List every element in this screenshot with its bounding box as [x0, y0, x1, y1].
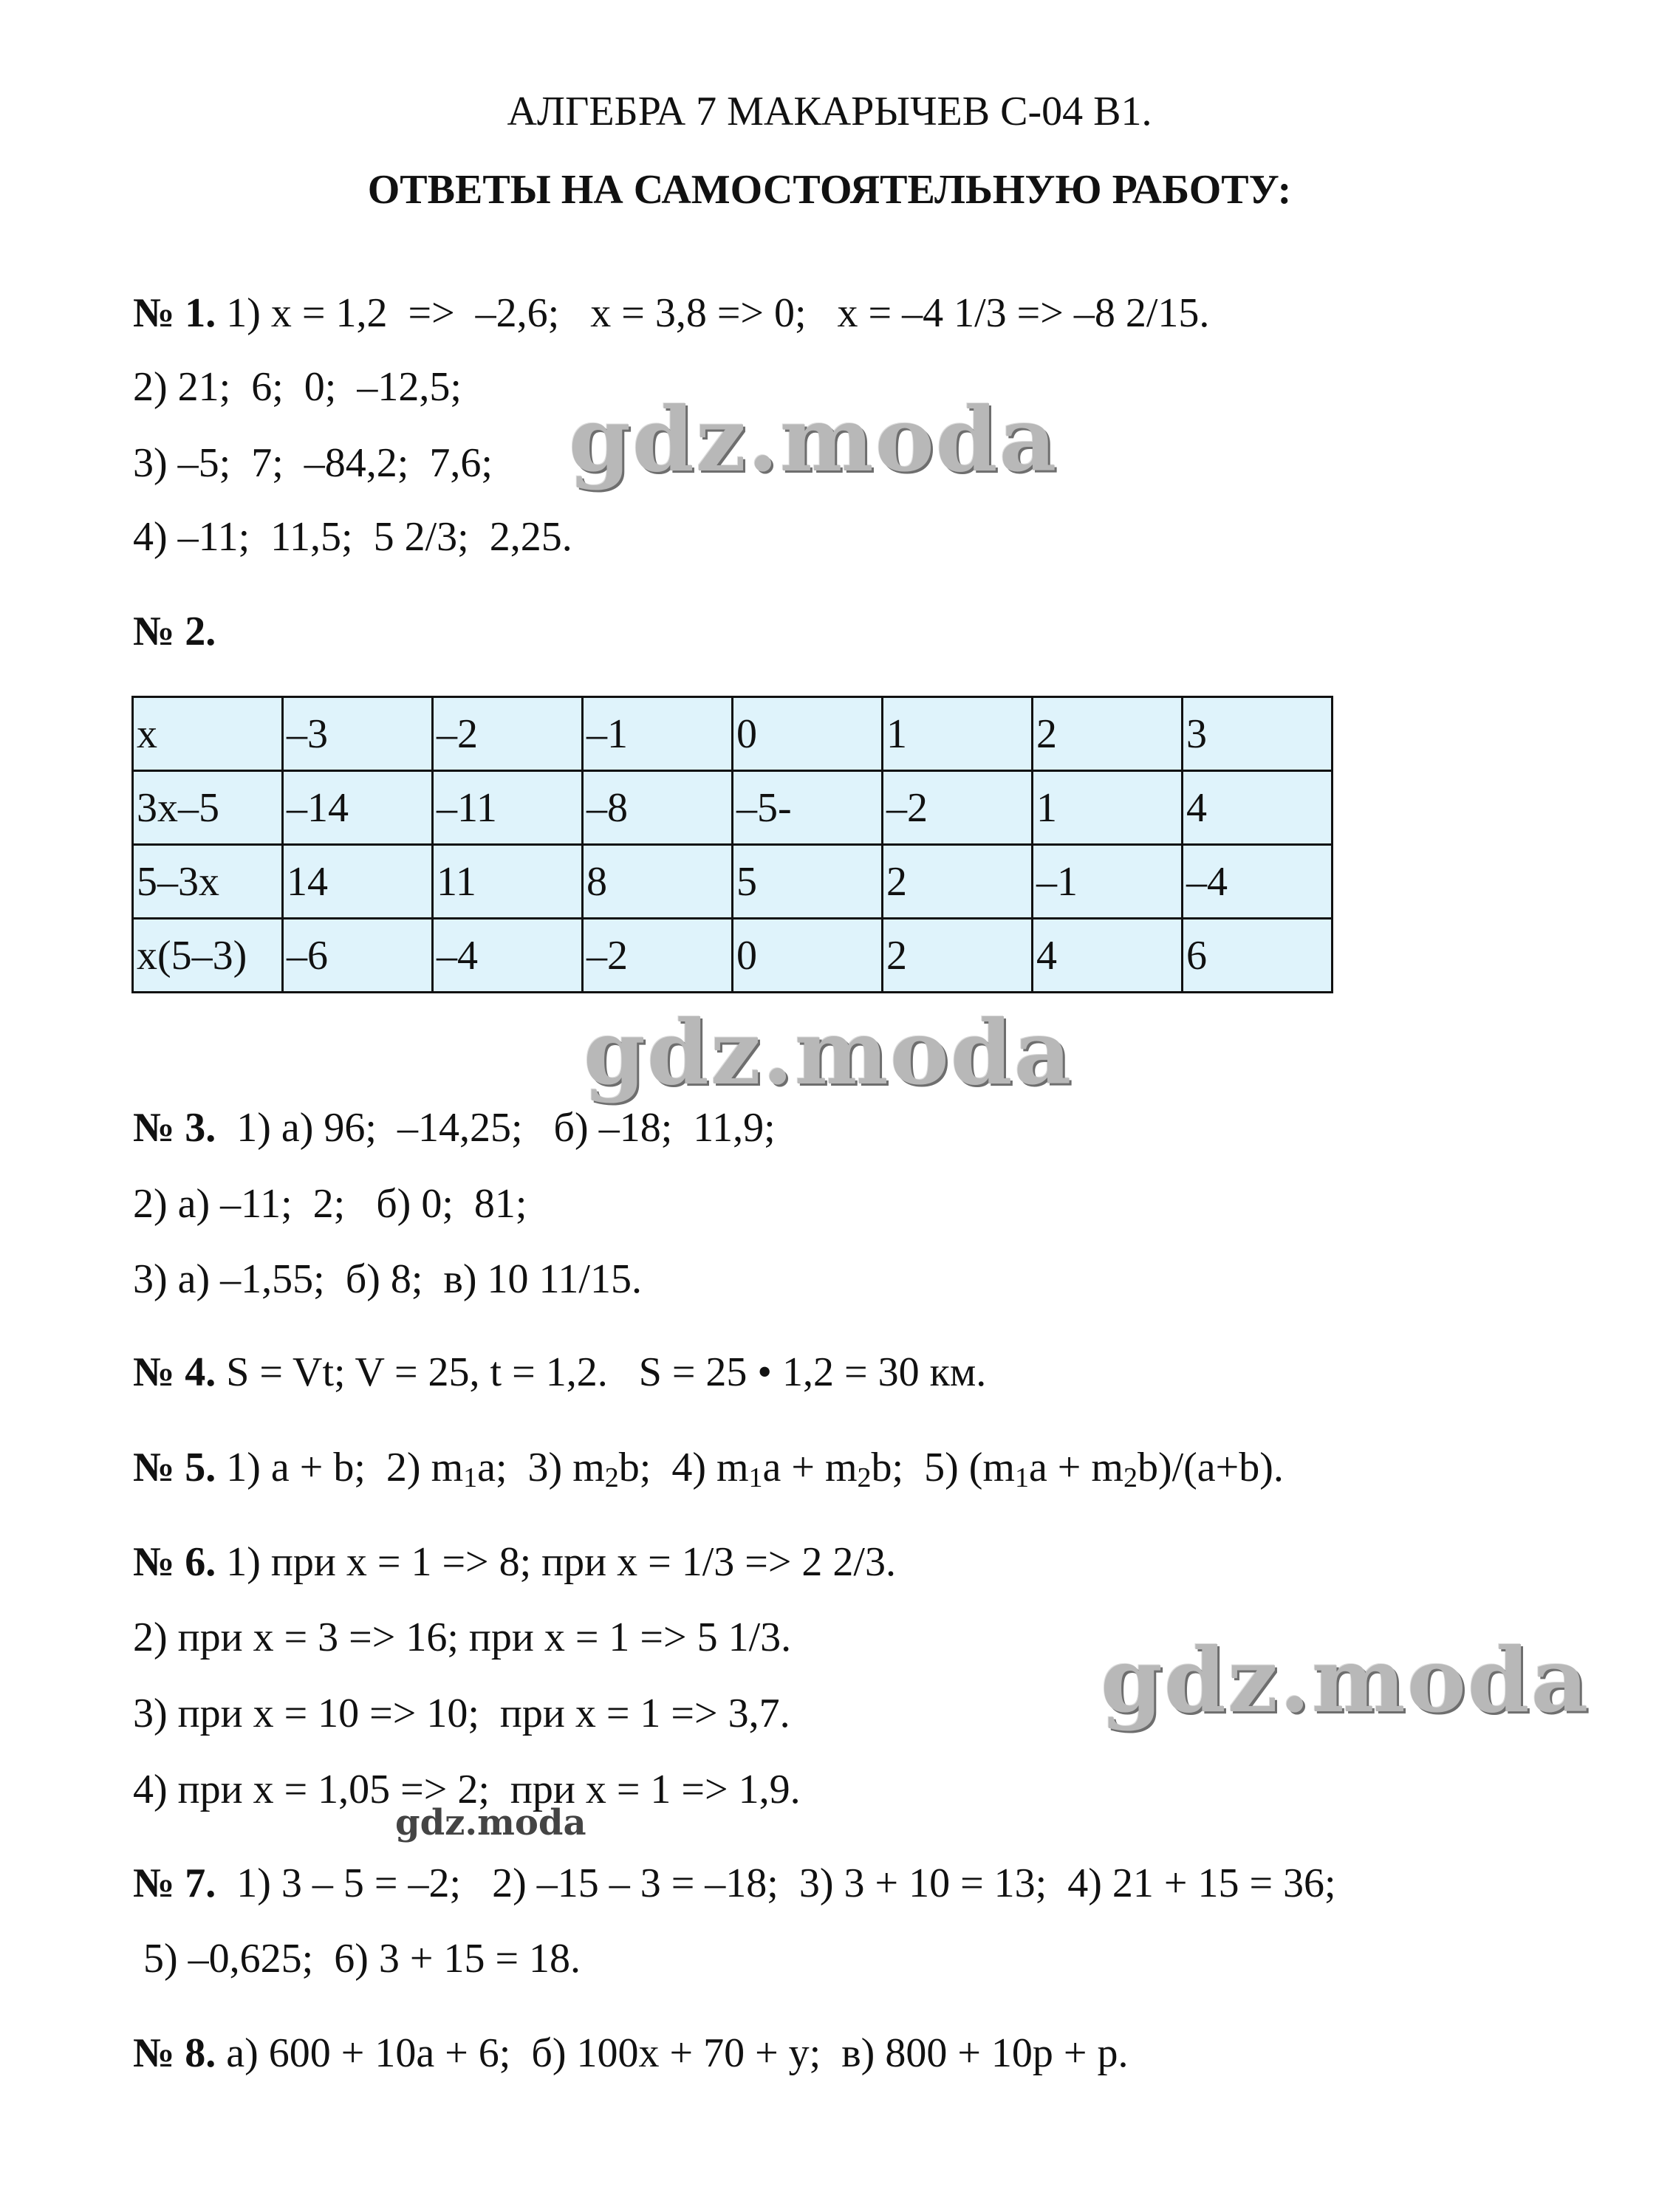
task6-line2: 2) при x = 3 => 16; при x = 1 => 5 1/3.	[133, 1615, 792, 1660]
task5-part: b; 4) m	[618, 1445, 749, 1490]
task4-number: № 4.	[133, 1349, 216, 1395]
document-subtitle: ОТВЕТЫ НА САМОСТОЯТЕЛЬНУЮ РАБОТУ:	[367, 167, 1292, 213]
table-cell: –11	[433, 771, 583, 845]
task7-line2: 5) –0,625; 6) 3 + 15 = 18.	[133, 1936, 581, 1982]
table-cell: 4	[1033, 919, 1183, 993]
task1-line4: 4) –11; 11,5; 5 2/3; 2,25.	[133, 514, 572, 560]
task3-line2: 2) а) –11; 2; б) 0; 81;	[133, 1181, 527, 1227]
task6-line3: 3) при x = 10 => 10; при x = 1 => 3,7.	[133, 1691, 790, 1736]
table-row	[133, 845, 1333, 919]
table-cell: 3x–5	[133, 771, 283, 845]
watermark: gdz.moda	[569, 388, 1058, 492]
table-cell: 2	[883, 845, 1033, 919]
table-cell: 8	[583, 845, 733, 919]
table-cell: –2	[433, 697, 583, 771]
table-cell: 11	[433, 845, 583, 919]
table-cell: x	[133, 697, 283, 771]
table-row	[133, 919, 1333, 993]
task5-part: b)/(a+b).	[1137, 1445, 1284, 1490]
task7-line1	[133, 1857, 1336, 1909]
table-cell: –4	[433, 919, 583, 993]
watermark: gdz.moda	[395, 1802, 586, 1843]
subscript: 1	[463, 1462, 478, 1493]
table-cell: –1	[1033, 845, 1183, 919]
table-cell: –8	[583, 771, 733, 845]
task1-line1	[133, 287, 1209, 339]
task3-line3: 3) а) –1,55; б) 8; в) 10 11/15.	[133, 1256, 642, 1302]
task4-line	[133, 1346, 986, 1398]
table-cell: –6	[283, 919, 433, 993]
task7-text: 1) 3 – 5 = –2; 2) –15 – 3 = –18; 3) 3 + 10 = 13; 4) 21 + 15 = 36;	[216, 1860, 1336, 1906]
table-row	[133, 771, 1333, 845]
table-cell: –2	[583, 919, 733, 993]
task1-number: № 1.	[133, 290, 216, 336]
task5-part: b; 5) (m	[871, 1445, 1015, 1490]
table-cell: –5-	[733, 771, 883, 845]
document-title: АЛГЕБРА 7 МАКАРЫЧЕВ С-04 В1.	[507, 89, 1152, 134]
task8-number: № 8.	[133, 2030, 216, 2076]
task5-part: a + m	[762, 1445, 858, 1490]
task5-line	[133, 1442, 1284, 1493]
table-cell: 2	[883, 919, 1033, 993]
task5-part: a; 3) m	[477, 1445, 605, 1490]
table-cell: –2	[883, 771, 1033, 845]
task1-text: 1) x = 1,2 => –2,6; x = 3,8 => 0; x = –4 1/3 => –8 2/15.	[216, 290, 1210, 336]
table-cell: 6	[1183, 919, 1333, 993]
subscript: 2	[857, 1462, 872, 1493]
watermark: gdz.moda	[1101, 1629, 1590, 1733]
task3-text: 1) а) 96; –14,25; б) –18; 11,9;	[216, 1105, 776, 1151]
watermark: gdz.moda	[584, 1001, 1073, 1105]
task4-text: S = Vt; V = 25, t = 1,2. S = 25 • 1,2 = 30 км.	[216, 1349, 987, 1395]
task2-number: № 2.	[133, 609, 216, 654]
task6-line4: 4) при x = 1,05 => 2; при x = 1 => 1,9.	[133, 1767, 801, 1812]
task1-line3: 3) –5; 7; –84,2; 7,6;	[133, 440, 493, 486]
table-cell: 5	[733, 845, 883, 919]
table-cell: –3	[283, 697, 433, 771]
table-cell: –14	[283, 771, 433, 845]
values-table	[131, 696, 1333, 993]
subscript: 2	[604, 1462, 619, 1493]
task7-number: № 7.	[133, 1860, 216, 1906]
task5-part: 1) a + b; 2) m	[216, 1445, 464, 1490]
subscript: 1	[748, 1462, 763, 1493]
subscript: 1	[1014, 1462, 1029, 1493]
subscript: 2	[1123, 1462, 1138, 1493]
task6-number: № 6.	[133, 1539, 216, 1585]
table-cell: –1	[583, 697, 733, 771]
task6-text: 1) при x = 1 => 8; при x = 1/3 => 2 2/3.	[216, 1539, 896, 1585]
table-cell: 0	[733, 919, 883, 993]
table-cell: 0	[733, 697, 883, 771]
task5-part: a + m	[1028, 1445, 1123, 1490]
task1-line2: 2) 21; 6; 0; –12,5;	[133, 364, 462, 410]
task8-line	[133, 2027, 1128, 2079]
task3-number: № 3.	[133, 1105, 216, 1151]
table-cell: x(5–3)	[133, 919, 283, 993]
table-row	[133, 697, 1333, 771]
task6-line1	[133, 1536, 896, 1588]
table-cell: 5–3x	[133, 845, 283, 919]
task8-text: а) 600 + 10a + 6; б) 100x + 70 + y; в) 800 + 10p + p.	[216, 2030, 1129, 2076]
table-cell: 2	[1033, 697, 1183, 771]
table-cell: 4	[1183, 771, 1333, 845]
table-cell: 3	[1183, 697, 1333, 771]
table-cell: 14	[283, 845, 433, 919]
table-cell: 1	[883, 697, 1033, 771]
task3-line1	[133, 1102, 776, 1154]
task5-number: № 5.	[133, 1445, 216, 1490]
table-cell: 1	[1033, 771, 1183, 845]
table-cell: –4	[1183, 845, 1333, 919]
